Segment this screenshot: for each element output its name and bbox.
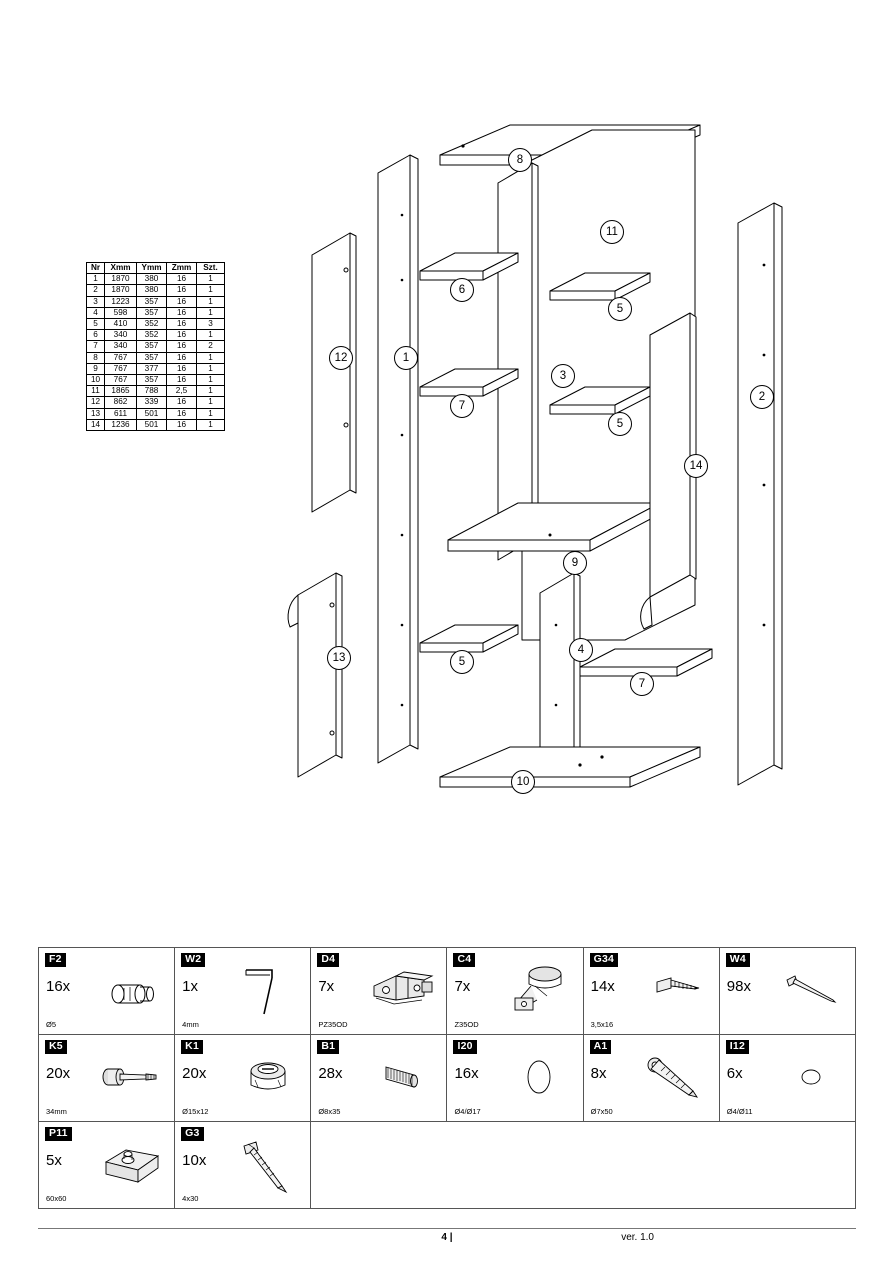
cell-qty: 1: [197, 307, 225, 318]
part-13-lower-left-door: [288, 573, 342, 777]
cell-qty: 1: [197, 330, 225, 341]
cover-cap-small-icon: [773, 1043, 851, 1113]
cell-nr: 6: [87, 330, 105, 341]
cell-x: 1870: [105, 285, 137, 296]
callout-7-upper: 7: [450, 394, 474, 418]
callout-13: 13: [327, 646, 351, 670]
cell-x: 767: [105, 352, 137, 363]
hardware-spec: Ø8x35: [318, 1107, 341, 1116]
cell-x: 1870: [105, 274, 137, 285]
hardware-table: [38, 947, 856, 1209]
cell-z: 16: [167, 274, 197, 285]
cell-nr: 7: [87, 341, 105, 352]
callout-4: 4: [569, 638, 593, 662]
cell-nr: 11: [87, 386, 105, 397]
cell-y: 357: [137, 296, 167, 307]
table-row: [87, 352, 225, 363]
cell-qty: 1: [197, 285, 225, 296]
cell-qty: 1: [197, 375, 225, 386]
hardware-spec: Ø15x12: [182, 1107, 209, 1116]
table-row: [87, 375, 225, 386]
hardware-item-I12: [719, 1035, 855, 1122]
plastic-foot-icon: [92, 1130, 170, 1200]
part-3-center-divider: [498, 163, 538, 560]
callout-5-upper-right: 5: [608, 297, 632, 321]
cell-z: 16: [167, 352, 197, 363]
hardware-code: W4: [726, 953, 750, 967]
hardware-spec: PZ35OD: [318, 1020, 348, 1029]
hardware-code: B1: [317, 1040, 339, 1054]
cell-z: 16: [167, 296, 197, 307]
cell-z: 2,5: [167, 386, 197, 397]
cell-qty: 1: [197, 352, 225, 363]
cell-y: 357: [137, 375, 167, 386]
callout-1: 1: [394, 346, 418, 370]
cell-y: 352: [137, 319, 167, 330]
callout-6: 6: [450, 278, 474, 302]
cell-z: 16: [167, 375, 197, 386]
cell-nr: 2: [87, 285, 105, 296]
cell-y: 788: [137, 386, 167, 397]
cell-nr: 5: [87, 319, 105, 330]
cell-x: 1223: [105, 296, 137, 307]
nail-icon: [773, 956, 851, 1026]
table-row: [87, 285, 225, 296]
hardware-item-D4: [311, 948, 447, 1035]
hardware-code: C4: [453, 953, 475, 967]
hardware-row: [39, 1035, 856, 1122]
cell-y: 501: [137, 419, 167, 430]
callout-3: 3: [551, 364, 575, 388]
cell-z: 16: [167, 397, 197, 408]
table-row: [87, 419, 225, 430]
hardware-qty: 1x: [182, 978, 198, 995]
column-header-ymm: Ymm: [137, 263, 167, 274]
hardware-qty: 7x: [318, 978, 335, 995]
hardware-spec: 4mm: [182, 1020, 199, 1029]
table-row: [87, 363, 225, 374]
hardware-item-A1: [583, 1035, 719, 1122]
cell-y: 357: [137, 352, 167, 363]
callout-8: 8: [508, 148, 532, 172]
hardware-spec: Ø4/Ø11: [726, 1107, 753, 1116]
cell-x: 862: [105, 397, 137, 408]
cell-qty: 1: [197, 419, 225, 430]
parts-dimension-table: [86, 262, 225, 431]
part-12-left-door: [312, 233, 356, 512]
cell-x: 410: [105, 319, 137, 330]
cell-x: 1865: [105, 386, 137, 397]
hardware-spec: Ø7x50: [590, 1107, 613, 1116]
table-row: [87, 274, 225, 285]
cell-x: 340: [105, 341, 137, 352]
cell-y: 357: [137, 341, 167, 352]
hardware-qty: 5x: [46, 1152, 62, 1169]
cell-z: 16: [167, 319, 197, 330]
table-header-row: [87, 263, 225, 274]
cell-x: 340: [105, 330, 137, 341]
hinge-plate-icon: [364, 956, 442, 1026]
hardware-item-I20: [447, 1035, 583, 1122]
cell-qty: 2: [197, 341, 225, 352]
cell-nr: 1: [87, 274, 105, 285]
hardware-spec: 4x30: [182, 1194, 199, 1203]
cell-nr: 8: [87, 352, 105, 363]
table-row: [87, 408, 225, 419]
hardware-item-K5: [39, 1035, 175, 1122]
hardware-code: D4: [317, 953, 339, 967]
cell-x: 598: [105, 307, 137, 318]
cell-nr: 13: [87, 408, 105, 419]
cell-y: 380: [137, 285, 167, 296]
hardware-row: [39, 948, 856, 1035]
hardware-code: P11: [45, 1127, 72, 1141]
cell-x: 767: [105, 375, 137, 386]
cell-z: 16: [167, 341, 197, 352]
hardware-qty: 7x: [454, 978, 471, 995]
footer-divider: [38, 1228, 856, 1229]
hardware-spec: Z35OD: [454, 1020, 479, 1029]
cell-z: 16: [167, 408, 197, 419]
hardware-qty: 6x: [726, 1065, 743, 1082]
allen-key-icon: [228, 956, 306, 1026]
hardware-code: F2: [45, 953, 66, 967]
hardware-list: [38, 947, 856, 1209]
cell-qty: 1: [197, 274, 225, 285]
hardware-code: W2: [181, 953, 205, 967]
hardware-code: I12: [726, 1040, 749, 1054]
cell-qty: 3: [197, 319, 225, 330]
cell-y: 501: [137, 408, 167, 419]
hardware-qty: 20x: [46, 1065, 71, 1082]
hardware-code: G3: [181, 1127, 203, 1141]
cell-y: 377: [137, 363, 167, 374]
cam-bolt-icon: [92, 1043, 170, 1113]
hardware-item-W2: [175, 948, 311, 1035]
cell-qty: 1: [197, 296, 225, 307]
hardware-empty-cell: [311, 1122, 856, 1209]
hardware-spec: 3,5x16: [590, 1020, 614, 1029]
cell-qty: 1: [197, 408, 225, 419]
cell-z: 16: [167, 285, 197, 296]
callout-7-lower-right: 7: [630, 672, 654, 696]
hinge-cup-icon: [501, 956, 579, 1026]
hardware-code: I20: [453, 1040, 476, 1054]
hardware-qty: 14x: [590, 978, 615, 995]
screw-short-icon: [637, 956, 715, 1026]
callout-14: 14: [684, 454, 708, 478]
hardware-qty: 98x: [726, 978, 751, 995]
cell-x: 611: [105, 408, 137, 419]
document-version: ver. 1.0: [621, 1232, 654, 1243]
cell-z: 16: [167, 307, 197, 318]
hardware-item-F2: [39, 948, 175, 1035]
column-header-szt: Szt.: [197, 263, 225, 274]
cell-y: 357: [137, 307, 167, 318]
hardware-qty: 28x: [318, 1065, 343, 1082]
hardware-code: K1: [181, 1040, 203, 1054]
hardware-item-C4: [447, 948, 583, 1035]
part-10-bottom-panel: [440, 747, 700, 787]
part-1-left-side-panel: [378, 155, 418, 763]
hardware-qty: 20x: [182, 1065, 207, 1082]
cell-nr: 12: [87, 397, 105, 408]
hardware-code: G34: [590, 953, 618, 967]
callout-11: 11: [600, 220, 624, 244]
table-row: [87, 296, 225, 307]
hardware-item-W4: [719, 948, 855, 1035]
table-row: [87, 386, 225, 397]
part-5-lower-left-shelf: [420, 625, 518, 652]
callout-5-mid-right: 5: [608, 412, 632, 436]
cell-x: 767: [105, 363, 137, 374]
part-2-right-side-panel: [738, 203, 782, 785]
hardware-qty: 16x: [454, 1065, 479, 1082]
furniture-exploded-drawing: [250, 105, 820, 845]
cell-nr: 9: [87, 363, 105, 374]
callout-2: 2: [750, 385, 774, 409]
cell-y: 339: [137, 397, 167, 408]
hardware-item-K1: [175, 1035, 311, 1122]
hardware-item-G34: [583, 948, 719, 1035]
hardware-spec: Ø5: [46, 1020, 57, 1029]
exploded-assembly-diagram: [250, 105, 820, 845]
wooden-dowel-icon: [364, 1043, 442, 1113]
callout-12: 12: [329, 346, 353, 370]
cell-nr: 10: [87, 375, 105, 386]
cell-y: 352: [137, 330, 167, 341]
cell-x: 1236: [105, 419, 137, 430]
hardware-spec: 34mm: [46, 1107, 67, 1116]
cell-nr: 3: [87, 296, 105, 307]
cam-lock-icon: [228, 1043, 306, 1113]
cell-z: 16: [167, 330, 197, 341]
table-row: [87, 397, 225, 408]
table-row: [87, 330, 225, 341]
callout-9: 9: [563, 551, 587, 575]
column-header-nr: Nr: [87, 263, 105, 274]
cell-qty: 1: [197, 397, 225, 408]
euro-screw-icon: [637, 1043, 715, 1113]
table-row: [87, 307, 225, 318]
hardware-spec: Ø4/Ø17: [454, 1107, 481, 1116]
cell-nr: 14: [87, 419, 105, 430]
cell-nr: 4: [87, 307, 105, 318]
hardware-qty: 10x: [182, 1152, 207, 1169]
cover-cap-large-icon: [501, 1043, 579, 1113]
hardware-item-B1: [311, 1035, 447, 1122]
hardware-spec: 60x60: [46, 1194, 67, 1203]
hardware-code: A1: [590, 1040, 612, 1054]
hardware-item-G3: [175, 1122, 311, 1209]
screw-long-icon: [228, 1130, 306, 1200]
hardware-item-P11: [39, 1122, 175, 1209]
dowel-cam-icon: [92, 956, 170, 1026]
hardware-code: K5: [45, 1040, 67, 1054]
column-header-xmm: Xmm: [105, 263, 137, 274]
cell-y: 380: [137, 274, 167, 285]
cell-qty: 1: [197, 363, 225, 374]
cell-z: 16: [167, 419, 197, 430]
cell-qty: 1: [197, 386, 225, 397]
hardware-qty: 16x: [46, 978, 71, 995]
page-number: 4 |: [441, 1232, 453, 1243]
hardware-qty: 8x: [590, 1065, 607, 1082]
hardware-row: [39, 1122, 856, 1209]
callout-5-lower-left: 5: [450, 650, 474, 674]
cell-z: 16: [167, 363, 197, 374]
callout-10: 10: [511, 770, 535, 794]
table-row: [87, 341, 225, 352]
table-row: [87, 319, 225, 330]
column-header-zmm: Zmm: [167, 263, 197, 274]
